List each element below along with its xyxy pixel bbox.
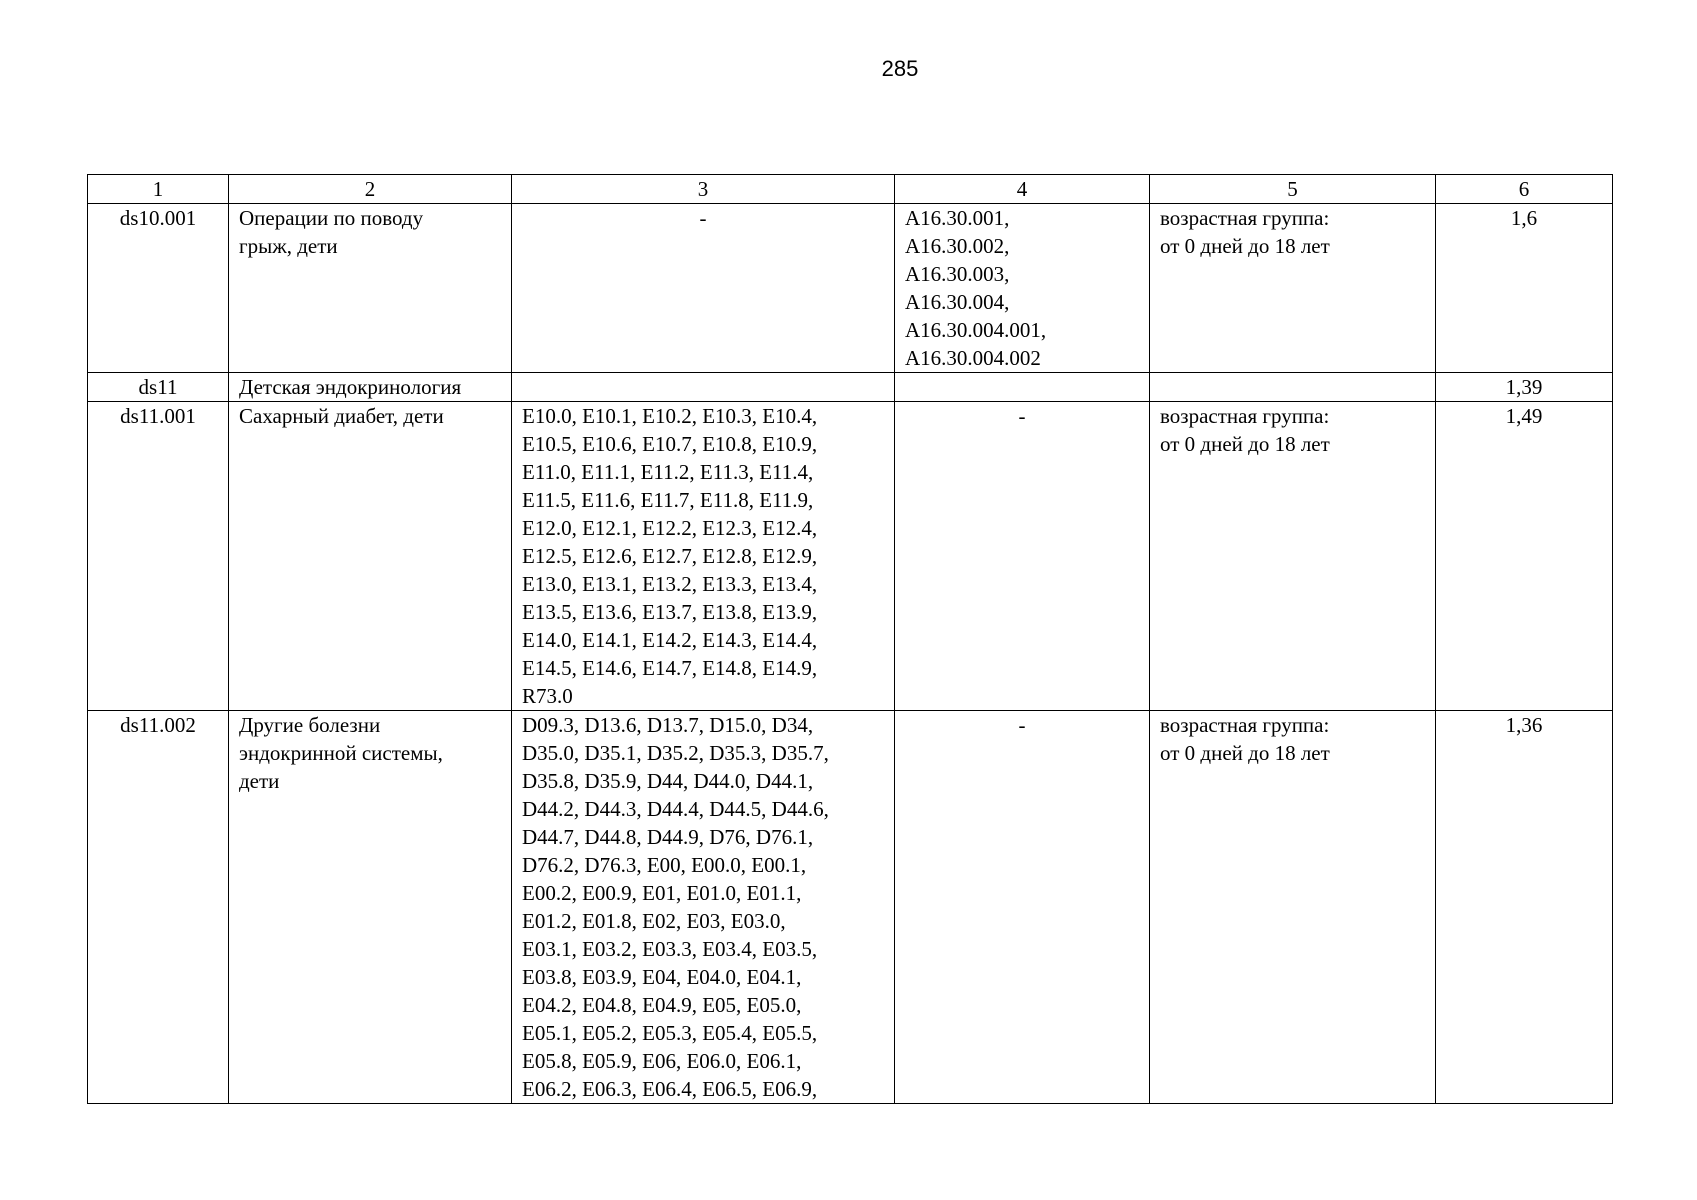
row-coefficient: 1,49 (1436, 402, 1613, 711)
row-diagnoses: - (512, 204, 895, 373)
row-diagnoses: D09.3, D13.6, D13.7, D15.0, D34, D35.0, D35.1, D35.2, D35.3, D35.7, D35.8, D35.9, D44, D44.0, D44.1, D44.2, D44.3, D44.4, D44.5, D44.6, D44.7, D44.8, D44.9, D76, D76.1, D76.2, D76.3, E00, E00.0, E00.1, E00.2, E00.9, E01, E01.0, E01.1, E01.2, E01.8, E02, E03, E03.0, E03.1, E03.2, E03.3, E03.4, E03.5, E03.8, E03.9, E04, E04.0, E04.1, E04.2, E04.8, E04.9, E05, E05.0, E05.1, E05.2, E05.3, E05.4, E05.5, E05.8, E05.9, E06, E06.0, E06.1, E06.2, E06.3, E06.4, E06.5, E06.9, (512, 711, 895, 1104)
row-criteria: возрастная группа: от 0 дней до 18 лет (1150, 204, 1436, 373)
table-row (88, 373, 1613, 402)
column-header: 1 (88, 175, 229, 204)
row-code: ds10.001 (88, 204, 229, 373)
row-coefficient: 1,36 (1436, 711, 1613, 1104)
row-criteria: возрастная группа: от 0 дней до 18 лет (1150, 711, 1436, 1104)
table-row (88, 402, 1613, 711)
column-header: 2 (229, 175, 512, 204)
row-code: ds11 (88, 373, 229, 402)
codes-table (87, 174, 1613, 1104)
row-code: ds11.002 (88, 711, 229, 1104)
column-header: 3 (512, 175, 895, 204)
row-code: ds11.001 (88, 402, 229, 711)
row-coefficient: 1,39 (1436, 373, 1613, 402)
row-diagnoses (512, 373, 895, 402)
row-name: Другие болезни эндокринной системы, дети (229, 711, 512, 1104)
row-procedures: - (895, 711, 1150, 1104)
table-row (88, 204, 1613, 373)
row-name: Сахарный диабет, дети (229, 402, 512, 711)
row-name: Операции по поводу грыж, дети (229, 204, 512, 373)
page-number: 285 (881, 56, 919, 81)
row-criteria: возрастная группа: от 0 дней до 18 лет (1150, 402, 1436, 711)
row-coefficient: 1,6 (1436, 204, 1613, 373)
column-header: 5 (1150, 175, 1436, 204)
column-header: 6 (1436, 175, 1613, 204)
row-diagnoses: E10.0, E10.1, E10.2, E10.3, E10.4, E10.5, E10.6, E10.7, E10.8, E10.9, E11.0, E11.1, E11.2, E11.3, E11.4, E11.5, E11.6, E11.7, E11.8, E11.9, E12.0, E12.1, E12.2, E12.3, E12.4, E12.5, E12.6, E12.7, E12.8, E12.9, E13.0, E13.1, E13.2, E13.3, E13.4, E13.5, E13.6, E13.7, E13.8, E13.9, E14.0, E14.1, E14.2, E14.3, E14.4, E14.5, E14.6, E14.7, E14.8, E14.9, R73.0 (512, 402, 895, 711)
table-header-row (88, 175, 1613, 204)
row-procedures: - (895, 402, 1150, 711)
row-procedures (895, 373, 1150, 402)
row-name: Детская эндокринология (229, 373, 512, 402)
table-row (88, 711, 1613, 1104)
row-procedures: A16.30.001, A16.30.002, A16.30.003, A16.30.004, A16.30.004.001, A16.30.004.002 (895, 204, 1150, 373)
row-criteria (1150, 373, 1436, 402)
column-header: 4 (895, 175, 1150, 204)
